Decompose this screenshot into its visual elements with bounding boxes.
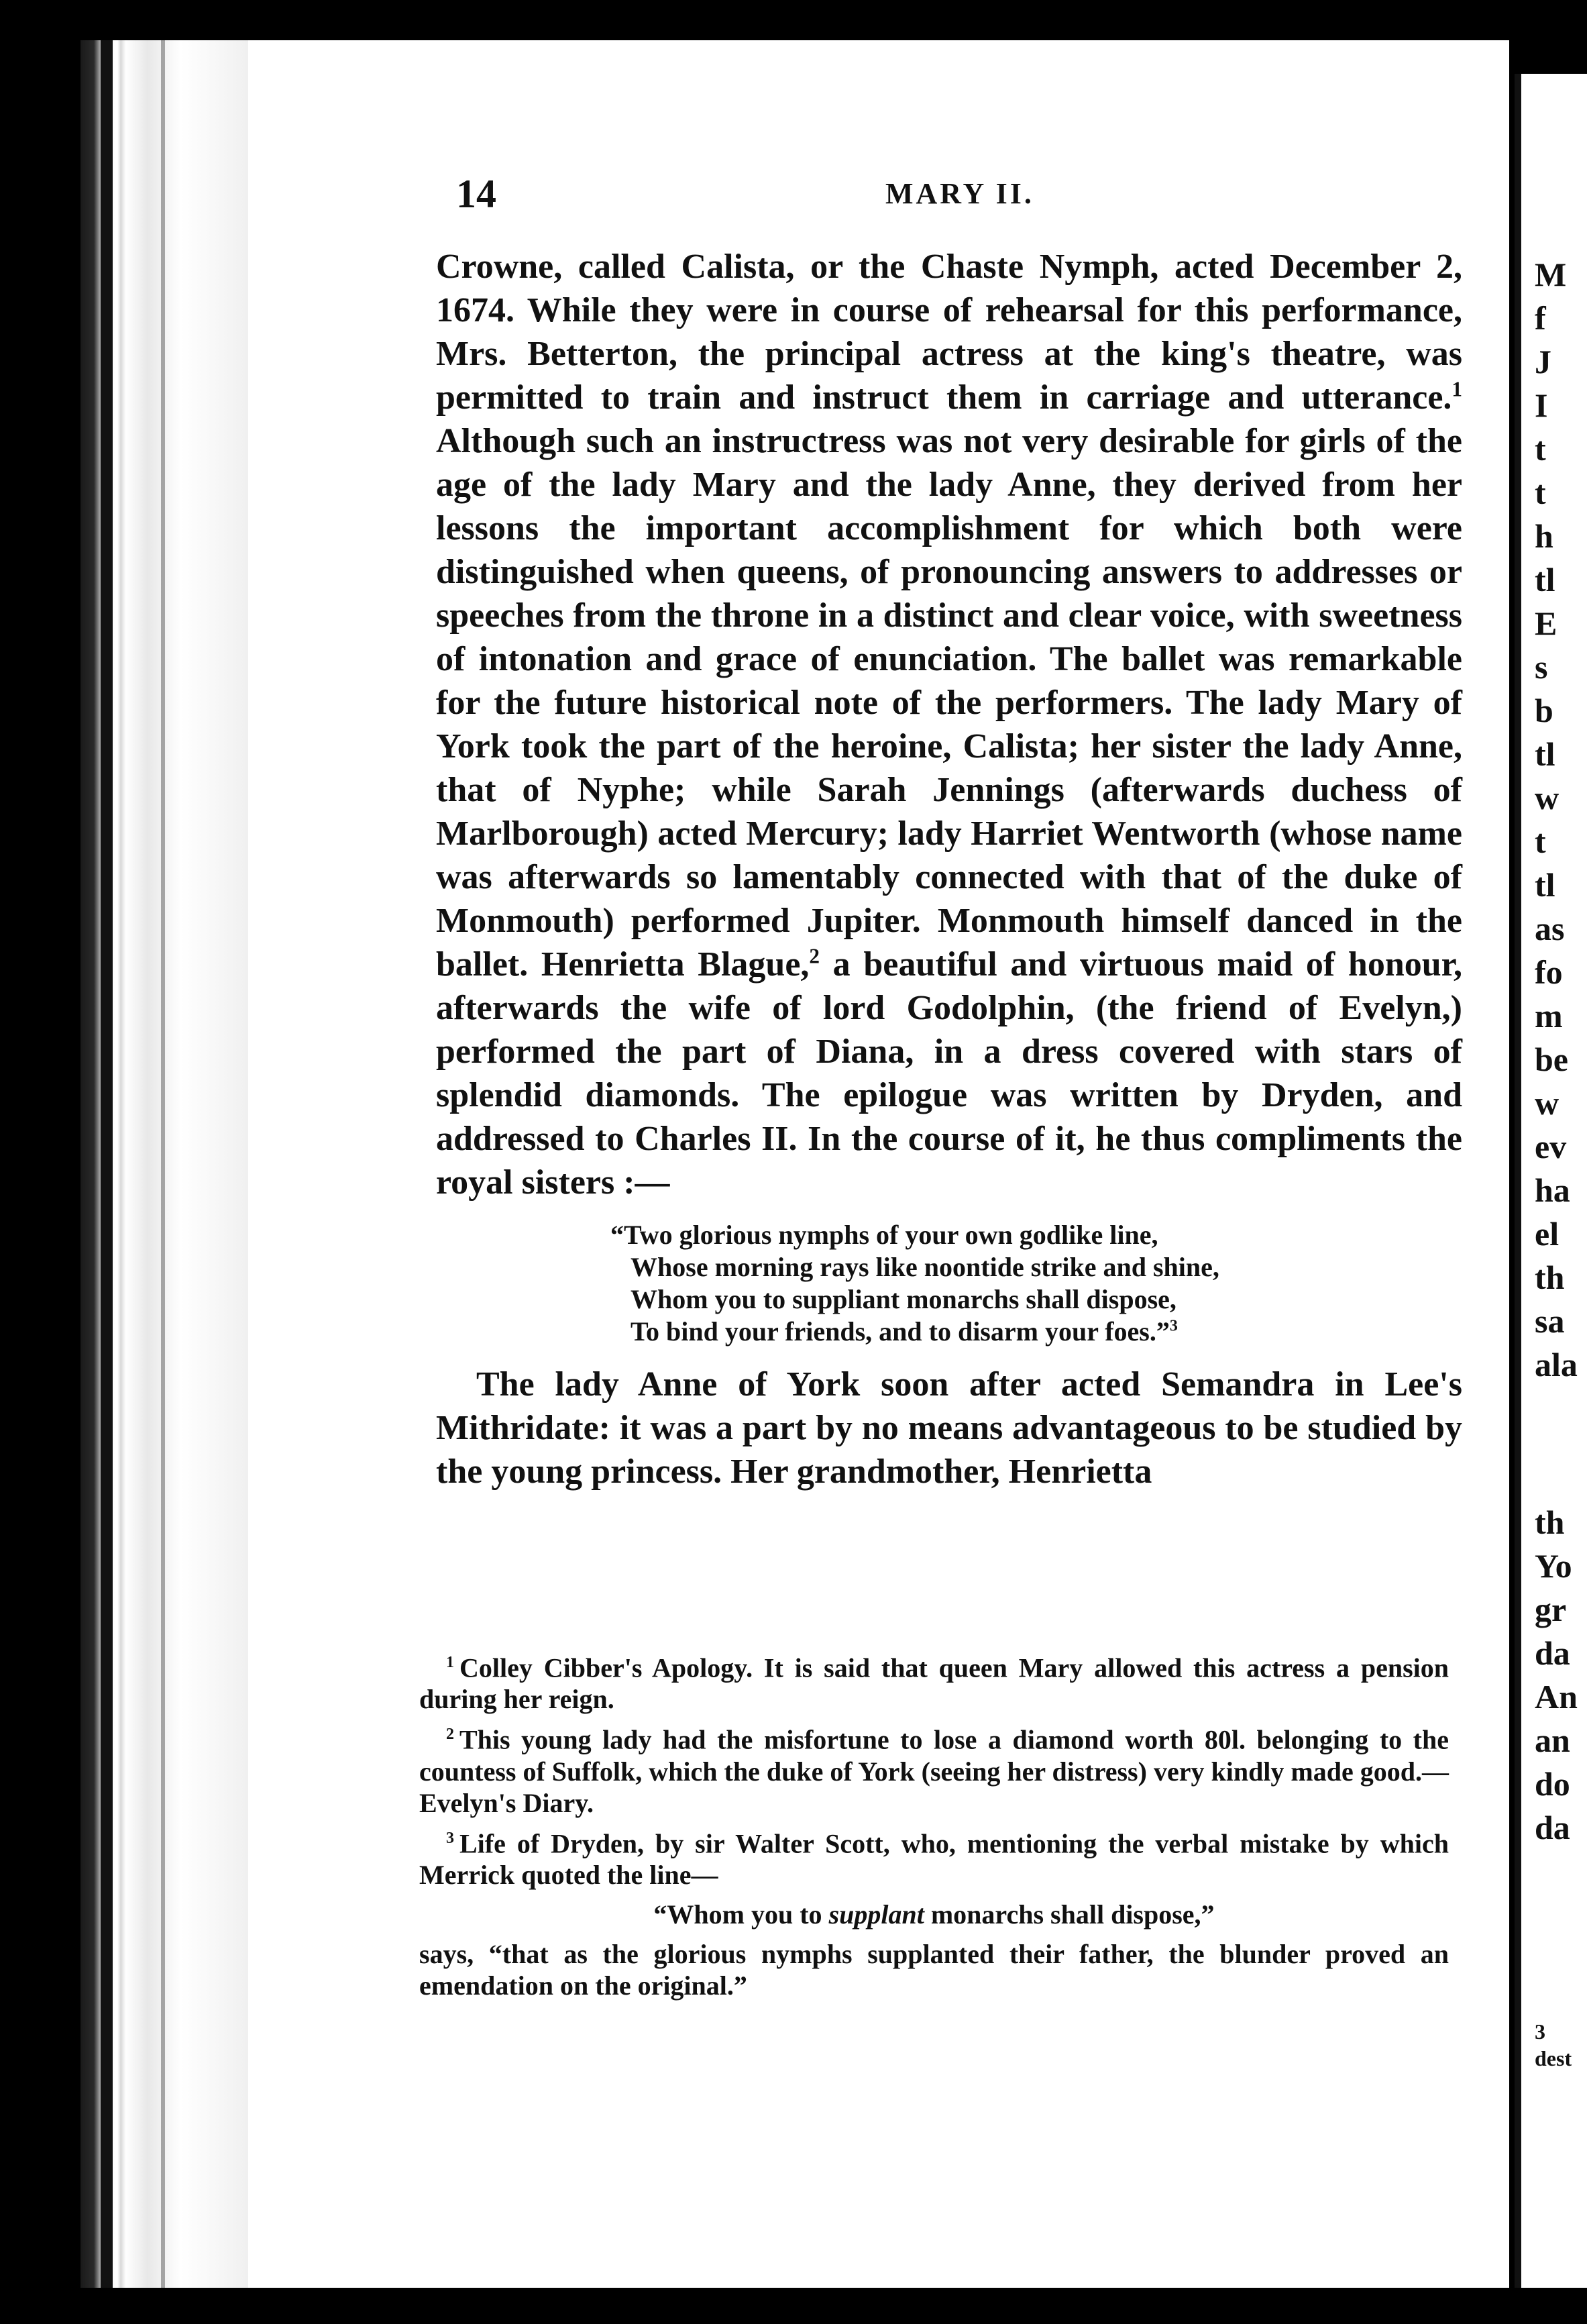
facing-page-fragment: I [1535, 386, 1548, 424]
facing-page-fragment: h [1535, 517, 1553, 555]
footnote-2 [419, 1719, 1449, 1818]
footnote-ref-1: 1 [1452, 377, 1462, 401]
facing-page-fragment: tl [1535, 561, 1555, 598]
facing-page-edge [1515, 74, 1587, 2288]
facing-page-fragment: w [1535, 1084, 1559, 1122]
facing-page-fragment: tl [1535, 735, 1555, 773]
footnotes [419, 1647, 1449, 2005]
facing-page-fragment: da [1535, 1634, 1570, 1672]
verse-line-4 [610, 1316, 1462, 1348]
facing-page-fragment: ha [1535, 1171, 1570, 1209]
page-header [456, 171, 1462, 225]
verse-line-1: “Two glorious nymphs of your own godlike line, [610, 1220, 1158, 1250]
footnote-ref-3: 3 [1169, 1317, 1178, 1335]
facing-page-fragment: tl [1535, 866, 1555, 904]
footnote-3-continuation: says, “that as the glorious nymphs supplanted their father, the blunder proved an emendation on the original.” [419, 1938, 1449, 2001]
body-text [436, 245, 1462, 1493]
facing-page-fragment: E [1535, 604, 1557, 642]
binding-gutter [80, 40, 248, 2288]
facing-page-fragment: as [1535, 910, 1565, 947]
footnote-1-mark: 1 [446, 1654, 454, 1671]
facing-page-fragment: be [1535, 1041, 1568, 1078]
facing-page-fragment: An [1535, 1678, 1578, 1715]
facing-page-fragment: Yo [1535, 1547, 1572, 1585]
facing-page-fragment: t [1535, 474, 1546, 511]
footnote-3-quote-post: monarchs shall dispose,” [924, 1899, 1215, 1930]
page-number: 14 [456, 172, 496, 216]
verse-line-3: Whom you to suppliant monarchs shall dispose, [631, 1284, 1176, 1314]
facing-page-fragment: do [1535, 1765, 1570, 1803]
footnote-2-text: This young lady had the misfortune to lose a diamond worth 80l. belonging to the countess of Suffolk, which the duke of York (seeing her distress) very kindly made good.—Evelyn's Diary. [419, 1724, 1449, 1818]
paragraph-1-part-a: Crowne, called Calista, or the Chaste Nymph, acted December 2, 1674. While they were in course of rehearsal for this performance, Mrs. Betterton, the principal actress at the king's theatre, was permitted to train and instruct them in carriage and utterance. [436, 248, 1462, 417]
facing-page-fragment: ala [1535, 1346, 1578, 1383]
running-title: MARY II. [885, 177, 1034, 210]
paragraph-1 [436, 245, 1462, 1204]
footnote-ref-2: 2 [809, 944, 820, 968]
facing-page-fragment: t [1535, 823, 1546, 860]
facing-page-fragment: m [1535, 997, 1563, 1035]
paragraph-1-part-c: a beautiful and virtuous maid of honour, afterwards the wife of lord Godolphin, (the friend of Evelyn,) performed the part of Diana, in a dress covered with stars of splendid diamonds. The epilogue was written by Dryden, and addressed to Charles II. In the course of it, he thus compliments the royal sisters :— [436, 945, 1462, 1202]
footnote-3-text: Life of Dryden, by sir Walter Scott, who, mentioning the verbal mistake by which Merrick quoted the line— [419, 1828, 1449, 1890]
epilogue-verse [610, 1219, 1462, 1348]
facing-page-fragment: f [1535, 299, 1546, 337]
paragraph-2: The lady Anne of York soon after acted Semandra in Lee's Mithridate: it was a part by no means advantageous to be studied by the young princess. Her grandmother, Henrietta [436, 1365, 1462, 1491]
facing-page-fragment: s [1535, 648, 1548, 686]
facing-page-fragment: w [1535, 779, 1559, 816]
facing-page-fragment: th [1535, 1259, 1565, 1296]
footnote-1-text: Colley Cibber's Apology. It is said that queen Mary allowed this actress a pension during her reign. [419, 1652, 1449, 1715]
facing-page-fragment: dest [1535, 2046, 1572, 2070]
verse-line-2: Whose morning rays like noontide strike and shine, [631, 1252, 1219, 1282]
footnote-1 [419, 1647, 1449, 1715]
facing-page-fragment: sa [1535, 1302, 1565, 1340]
footnote-3 [419, 1823, 1449, 1891]
paragraph-1-part-b: Although such an instructress was not very desirable for girls of the age of the lady Mary and the lady Anne, they derived from her lessons the important accomplishment for which both were distinguished when queens, of pronouncing answers to addresses or speeches from the throne in a distinct and clear voice, with sweetness of intonation and grace of enunciation. The ballet was remarkable for the future historical note of the performers. The lady Mary of York took the part of the heroine, Calista; her sister the lady Anne, that of Nyphe; while Sarah Jennings (afterwards duchess of Marlborough) acted Mercury; lady Harriet Wentworth (whose name was afterwards so lamentably connected with that of the duke of Monmouth) performed Jupiter. Monmouth himself danced in the ballet. Henrietta Blague, [436, 422, 1462, 984]
facing-page-fragment: t [1535, 430, 1546, 468]
footnote-3-mark: 3 [446, 1829, 454, 1847]
facing-page-fragment: J [1535, 343, 1551, 380]
footnote-3-quote-emphasis: supplant [828, 1899, 924, 1930]
footnote-3-quote [419, 1899, 1449, 1930]
facing-page-fragment: da [1535, 1809, 1570, 1846]
facing-page-fragment: M [1535, 256, 1567, 293]
facing-page-fragment: 3 [1535, 2019, 1545, 2044]
facing-page-fragment: el [1535, 1215, 1559, 1253]
footnote-3-quote-pre: “Whom you to [653, 1899, 829, 1930]
facing-page-fragment: th [1535, 1503, 1565, 1541]
facing-page-fragment: b [1535, 692, 1553, 729]
facing-page-fragment: gr [1535, 1591, 1567, 1628]
verse-line-4-text: To bind your friends, and to disarm your foes.” [631, 1316, 1170, 1346]
footnote-2-mark: 2 [446, 1726, 454, 1744]
facing-page-fragment: ev [1535, 1128, 1567, 1165]
facing-page-fragment: fo [1535, 953, 1563, 991]
facing-page-fragment: an [1535, 1722, 1570, 1759]
